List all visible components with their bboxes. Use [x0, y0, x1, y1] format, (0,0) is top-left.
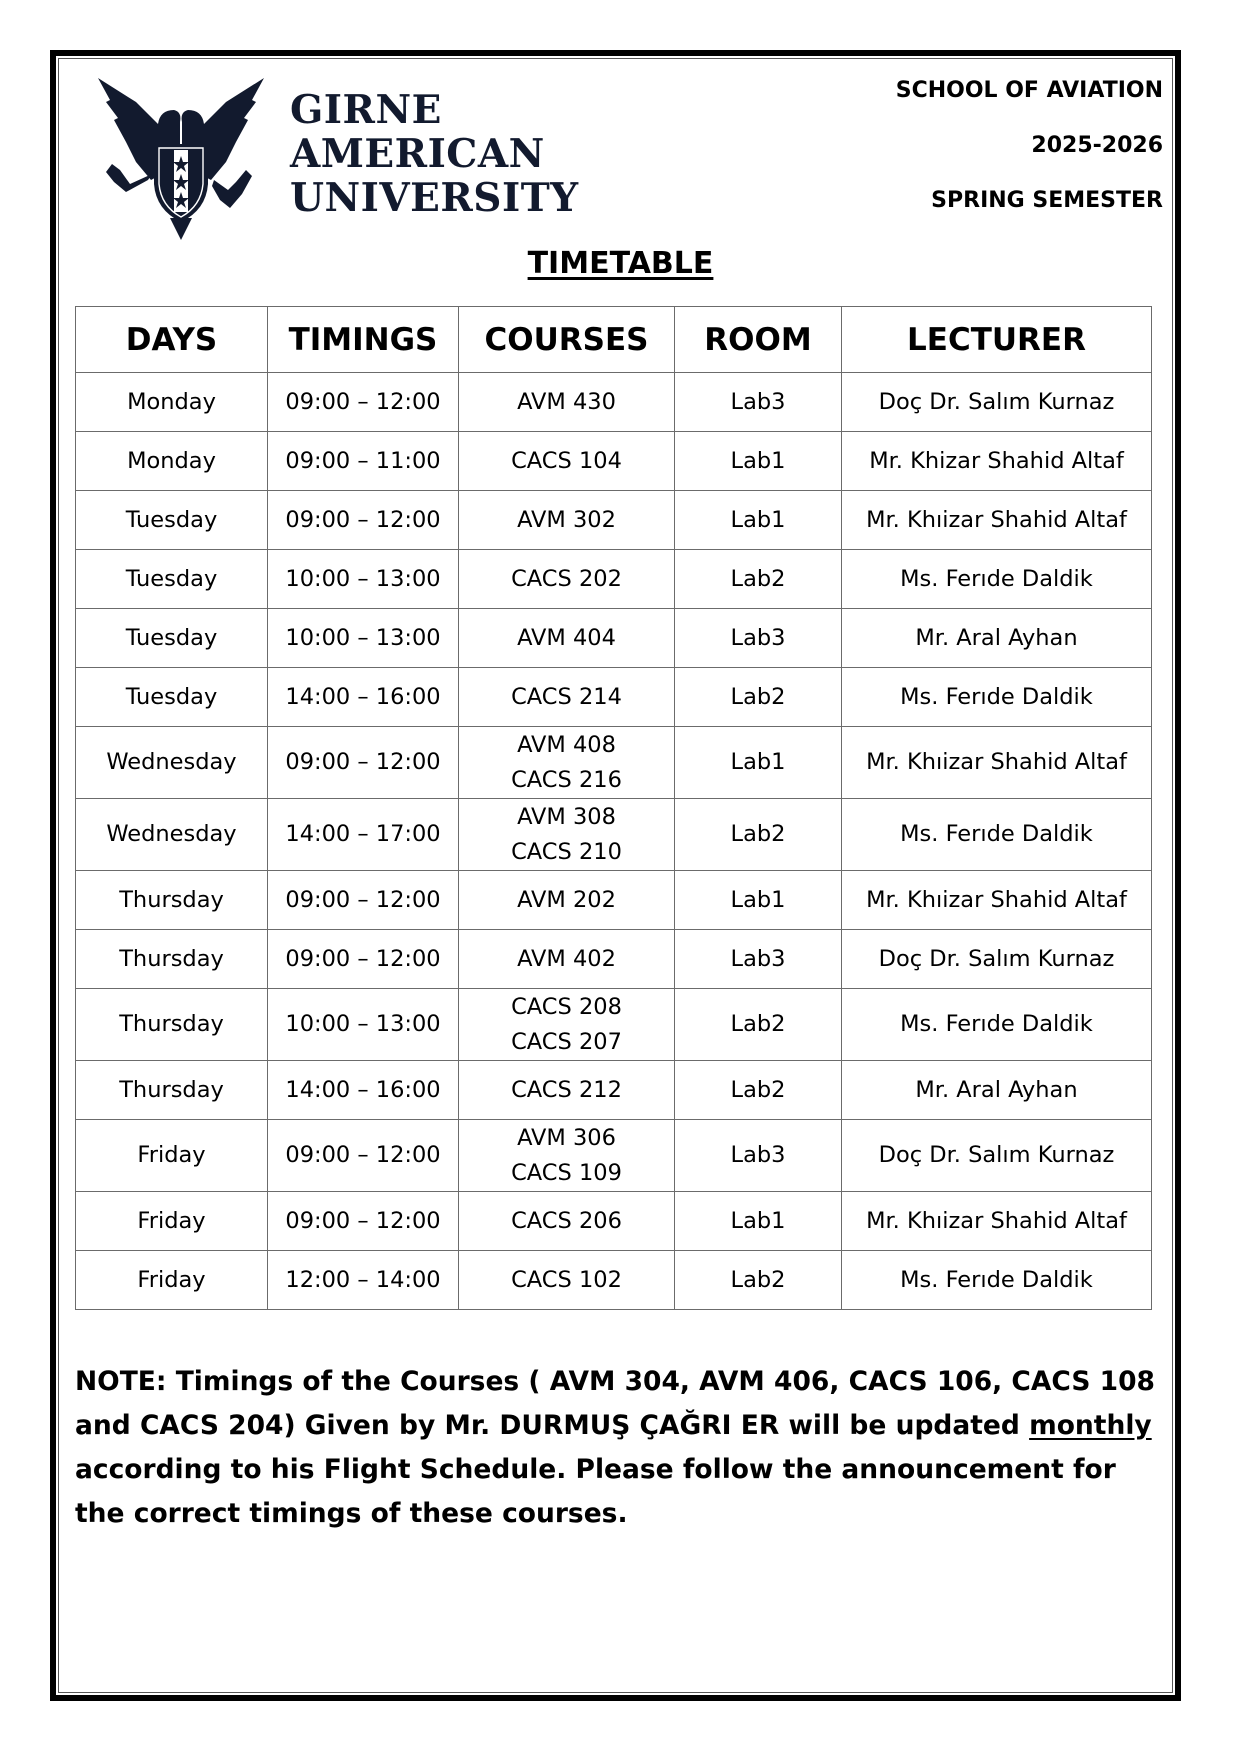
cell-lecturer: Doç Dr. Salım Kurnaz: [842, 1120, 1152, 1192]
cell-room: Lab1: [675, 727, 842, 799]
cell-timing: 14:00 – 17:00: [268, 799, 459, 871]
course-code: CACS 207: [511, 1028, 622, 1055]
cell-timing: 10:00 – 13:00: [268, 989, 459, 1061]
header-room: ROOM: [675, 307, 842, 373]
cell-timing: 09:00 – 12:00: [268, 930, 459, 989]
cell-lecturer: Mr. Khıizar Shahid Altaf: [842, 727, 1152, 799]
cell-timing: 09:00 – 12:00: [268, 1192, 459, 1251]
semester: SPRING SEMESTER: [931, 188, 1163, 213]
cell-courses: [459, 432, 675, 491]
note-text-end: according to his Flight Schedule. Please follow the announcement for the correct timings of these courses.: [75, 1454, 1116, 1529]
course-code: AVM 202: [517, 886, 616, 913]
note-emphasis-monthly: monthly: [1029, 1410, 1152, 1441]
cell-lecturer: Mr. Khıizar Shahid Altaf: [842, 491, 1152, 550]
cell-day: Tuesday: [76, 550, 268, 609]
cell-courses: [459, 1251, 675, 1310]
cell-day: Friday: [76, 1251, 268, 1310]
cell-courses: [459, 609, 675, 668]
cell-timing: 14:00 – 16:00: [268, 1061, 459, 1120]
course-code: AVM 430: [517, 388, 616, 415]
cell-timing: 09:00 – 12:00: [268, 727, 459, 799]
cell-courses: [459, 989, 675, 1061]
cell-room: Lab2: [675, 668, 842, 727]
course-code: CACS 214: [511, 683, 622, 710]
cell-room: Lab2: [675, 989, 842, 1061]
cell-courses: [459, 871, 675, 930]
course-code: CACS 206: [511, 1207, 622, 1234]
cell-lecturer: Mr. Khıizar Shahid Altaf: [842, 871, 1152, 930]
table-row: [76, 373, 1152, 432]
cell-courses: [459, 668, 675, 727]
school-info: [896, 78, 1163, 243]
course-code: CACS 210: [511, 838, 622, 865]
cell-courses: [459, 799, 675, 871]
header-days: DAYS: [76, 307, 268, 373]
cell-room: Lab1: [675, 871, 842, 930]
cell-room: Lab3: [675, 1120, 842, 1192]
table-row: [76, 550, 1152, 609]
cell-courses: [459, 1120, 675, 1192]
header-lecturer: LECTURER: [842, 307, 1152, 373]
cell-day: Thursday: [76, 1061, 268, 1120]
cell-timing: 09:00 – 12:00: [268, 1120, 459, 1192]
table-row: [76, 930, 1152, 989]
cell-room: Lab2: [675, 1061, 842, 1120]
academic-year: 2025-2026: [1031, 133, 1163, 158]
cell-timing: 10:00 – 13:00: [268, 609, 459, 668]
cell-room: Lab1: [675, 432, 842, 491]
cell-lecturer: Ms. Ferıde Daldik: [842, 799, 1152, 871]
cell-lecturer: Ms. Ferıde Daldik: [842, 1251, 1152, 1310]
table-row: [76, 491, 1152, 550]
course-code: AVM 308: [517, 803, 616, 830]
cell-courses: [459, 1061, 675, 1120]
cell-day: Thursday: [76, 930, 268, 989]
cell-room: Lab3: [675, 609, 842, 668]
eagle-crest-icon: [96, 72, 266, 242]
cell-room: Lab1: [675, 1192, 842, 1251]
cell-lecturer: Mr. Aral Ayhan: [842, 609, 1152, 668]
cell-day: Thursday: [76, 989, 268, 1061]
cell-day: Tuesday: [76, 609, 268, 668]
course-code: AVM 306: [517, 1124, 616, 1151]
cell-room: Lab2: [675, 1251, 842, 1310]
cell-room: Lab2: [675, 550, 842, 609]
cell-lecturer: Ms. Ferıde Daldik: [842, 668, 1152, 727]
cell-timing: 10:00 – 13:00: [268, 550, 459, 609]
cell-room: Lab3: [675, 373, 842, 432]
cell-courses: [459, 491, 675, 550]
cell-lecturer: Mr. Khizar Shahid Altaf: [842, 432, 1152, 491]
course-code: AVM 404: [517, 624, 616, 651]
cell-day: Friday: [76, 1120, 268, 1192]
cell-day: Tuesday: [76, 491, 268, 550]
cell-lecturer: Mr. Khıizar Shahid Altaf: [842, 1192, 1152, 1251]
course-code: CACS 109: [511, 1159, 622, 1186]
university-wordmark: [290, 88, 579, 220]
wordmark-line-3: UNIVERSITY: [290, 175, 579, 221]
cell-day: Wednesday: [76, 799, 268, 871]
table-row: [76, 1061, 1152, 1120]
cell-lecturer: Doç Dr. Salım Kurnaz: [842, 373, 1152, 432]
cell-courses: [459, 930, 675, 989]
cell-room: Lab2: [675, 799, 842, 871]
table-row: [76, 668, 1152, 727]
cell-day: Thursday: [76, 871, 268, 930]
cell-day: Monday: [76, 373, 268, 432]
table-row: [76, 871, 1152, 930]
table-row: [76, 1120, 1152, 1192]
page-title: TIMETABLE: [527, 246, 714, 281]
timetable: [75, 306, 1152, 1310]
cell-timing: 14:00 – 16:00: [268, 668, 459, 727]
table-row: [76, 1192, 1152, 1251]
cell-timing: 09:00 – 12:00: [268, 373, 459, 432]
cell-lecturer: Ms. Ferıde Daldik: [842, 550, 1152, 609]
cell-courses: [459, 727, 675, 799]
cell-lecturer: Ms. Ferıde Daldik: [842, 989, 1152, 1061]
note-text-start: NOTE: Timings of the Courses ( AVM 304, AVM 406, CACS 106, CACS 108 and CACS 204) Given by Mr. DURMUŞ ÇAĞRI ER will be updated: [75, 1366, 1155, 1441]
timetable-body: [76, 373, 1152, 1310]
course-code: AVM 408: [517, 731, 616, 758]
table-row: [76, 727, 1152, 799]
course-code: CACS 212: [511, 1076, 622, 1103]
cell-lecturer: Doç Dr. Salım Kurnaz: [842, 930, 1152, 989]
wordmark-line-2: AMERICAN: [290, 131, 545, 177]
cell-timing: 09:00 – 12:00: [268, 871, 459, 930]
cell-timing: 09:00 – 11:00: [268, 432, 459, 491]
course-code: CACS 202: [511, 565, 622, 592]
cell-day: Tuesday: [76, 668, 268, 727]
cell-courses: [459, 550, 675, 609]
cell-timing: 09:00 – 12:00: [268, 491, 459, 550]
table-row: [76, 989, 1152, 1061]
cell-day: Monday: [76, 432, 268, 491]
course-code: AVM 302: [517, 506, 616, 533]
table-row: [76, 1251, 1152, 1310]
cell-room: Lab1: [675, 491, 842, 550]
cell-timing: 12:00 – 14:00: [268, 1251, 459, 1310]
course-code: CACS 102: [511, 1266, 622, 1293]
table-row: [76, 609, 1152, 668]
cell-room: Lab3: [675, 930, 842, 989]
cell-courses: [459, 373, 675, 432]
cell-lecturer: Mr. Aral Ayhan: [842, 1061, 1152, 1120]
table-row: [76, 799, 1152, 871]
course-code: CACS 104: [511, 447, 622, 474]
note-paragraph: [75, 1360, 1165, 1536]
table-header-row: [76, 307, 1152, 373]
wordmark-line-1: GIRNE: [290, 87, 442, 133]
course-code: CACS 208: [511, 993, 622, 1020]
school-name: SCHOOL OF AVIATION: [895, 78, 1163, 103]
header-timings: TIMINGS: [268, 307, 459, 373]
table-row: [76, 432, 1152, 491]
header-courses: COURSES: [459, 307, 675, 373]
course-code: CACS 216: [511, 766, 622, 793]
cell-day: Friday: [76, 1192, 268, 1251]
cell-day: Wednesday: [76, 727, 268, 799]
course-code: AVM 402: [517, 945, 616, 972]
cell-courses: [459, 1192, 675, 1251]
